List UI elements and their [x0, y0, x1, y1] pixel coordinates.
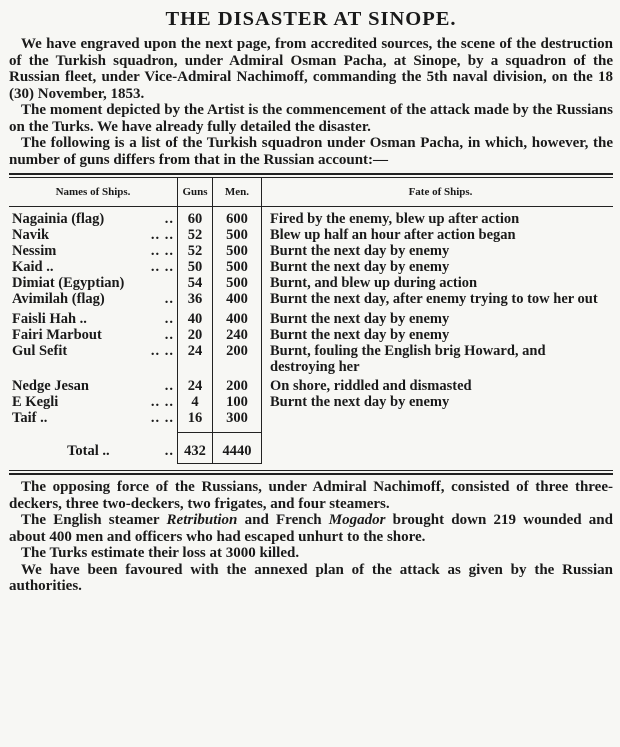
ship-fate: Burnt the next day, after enemy trying to tow her out	[270, 291, 598, 307]
ship-guns: 20	[178, 327, 213, 343]
ship-guns: 50	[178, 259, 213, 275]
ship-name: E Kegli	[12, 394, 59, 410]
ship-men: 500	[213, 275, 262, 291]
steamers-text-c: brought down 219 wounded and about 400 men and officers who had escaped unhurt to the shore.	[9, 512, 613, 545]
leader-dots: ..	[164, 442, 174, 459]
ship-men: 600	[213, 207, 262, 228]
header-guns: Guns	[178, 178, 213, 207]
ship-men: 500	[213, 259, 262, 275]
ship-men: 100	[213, 394, 262, 410]
table-bottom-rule	[9, 470, 613, 471]
ship-fate: Burnt, and blew up during action	[270, 275, 478, 291]
leader-dots: .. ..	[150, 343, 174, 359]
ship-name: Fairi Marbout	[12, 327, 102, 343]
ship-guns: 24	[178, 343, 213, 378]
total-men: 4440	[213, 433, 262, 464]
ship-name: Avimilah (flag)	[12, 291, 105, 307]
plan-paragraph: We have been favoured with the annexed plan of the attack as given by the Russian authorities.	[9, 561, 613, 594]
total-row	[9, 433, 613, 464]
table-row	[9, 259, 613, 275]
ship-fate	[262, 410, 614, 433]
table-bottom-rule-thick	[9, 473, 613, 475]
table-row	[9, 311, 613, 327]
article-title: THE DISASTER AT SINOPE.	[165, 8, 457, 30]
ships-table	[9, 178, 613, 464]
leader-dots: ..	[164, 378, 174, 394]
ship-fate: Burnt the next day by enemy	[270, 311, 450, 327]
steamers-paragraph	[9, 512, 613, 545]
list-intro-paragraph: The following is a list of the Turkish squadron under Osman Pacha, in which, however, the number of guns differs from that in the Russian account:—	[9, 135, 613, 168]
table-row	[9, 410, 613, 433]
ship-men: 240	[213, 327, 262, 343]
ship-retribution: Retribution	[166, 512, 238, 528]
ship-men: 300	[213, 410, 262, 433]
ship-fate: Blew up half an hour after action began	[270, 227, 516, 243]
ship-fate: Burnt the next day by enemy	[270, 394, 450, 410]
opposing-force-paragraph: The opposing force of the Russians, under Admiral Nachimoff, consisted of three three-deckers, three two-deckers, two frigates, and four steamers.	[9, 479, 613, 512]
leader-dots: .. ..	[150, 243, 174, 259]
ship-guns: 40	[178, 311, 213, 327]
ship-name: Nedge Jesan	[12, 378, 89, 394]
ship-name: Kaid ..	[12, 259, 54, 275]
ship-fate: Burnt, fouling the English brig Howard, and destroying her	[270, 343, 546, 375]
ship-men: 500	[213, 243, 262, 259]
table-row	[9, 327, 613, 343]
leader-dots: ..	[164, 327, 174, 343]
steamers-text-b: and French	[237, 512, 329, 528]
leader-dots: ..	[164, 291, 174, 307]
ship-men: 200	[213, 343, 262, 378]
header-fate: Fate of Ships.	[262, 178, 614, 207]
header-men: Men.	[213, 178, 262, 207]
leader-dots: .. ..	[150, 410, 174, 426]
ship-fate: Fired by the enemy, blew up after action	[270, 211, 520, 227]
ship-fate: Burnt the next day by enemy	[270, 327, 450, 343]
ship-name: Navik	[12, 227, 50, 243]
intro-paragraph: We have engraved upon the next page, from accredited sources, the scene of the destruction of the Turkish squadron, under Admiral Osman Pacha, at Sinope, by a squadron of the Russian fleet, under Vice-Admiral Nachimoff, commanding the 5th naval division, on the 18 (30) November, 1853.	[9, 36, 613, 102]
total-guns: 432	[178, 433, 213, 464]
ship-name: Dimiat (Egyptian)	[12, 275, 125, 291]
ship-men: 500	[213, 227, 262, 243]
ship-guns: 52	[178, 227, 213, 243]
ship-guns: 52	[178, 243, 213, 259]
table-row	[9, 291, 613, 311]
table-row	[9, 275, 613, 291]
steamers-text-a: The English steamer	[21, 512, 167, 528]
table-top-rule	[9, 173, 613, 175]
ship-men: 400	[213, 291, 262, 311]
ship-guns: 24	[178, 378, 213, 394]
table-row	[9, 243, 613, 259]
leader-dots: .. ..	[150, 259, 174, 275]
table-row	[9, 343, 613, 378]
total-label: Total ..	[67, 442, 110, 459]
table-row	[9, 207, 613, 228]
header-names: Names of Ships.	[9, 178, 178, 207]
moment-paragraph: The moment depicted by the Artist is the commencement of the attack made by the Russians on the Turks. We have already fully detailed the disaster.	[9, 102, 613, 135]
table-row	[9, 227, 613, 243]
ship-guns: 54	[178, 275, 213, 291]
table-header-row	[9, 178, 613, 207]
ship-name: Nessim	[12, 243, 57, 259]
ship-guns: 60	[178, 207, 213, 228]
ship-men: 200	[213, 378, 262, 394]
table-row	[9, 394, 613, 410]
ship-fate: Burnt the next day by enemy	[270, 243, 450, 259]
leader-dots: .. ..	[150, 394, 174, 410]
ship-guns: 16	[178, 410, 213, 433]
ship-guns: 36	[178, 291, 213, 311]
ship-name: Nagainia (flag)	[12, 211, 105, 227]
leader-dots: .. ..	[150, 227, 174, 243]
losses-paragraph: The Turks estimate their loss at 3000 killed.	[21, 545, 300, 561]
leader-dots: ..	[164, 211, 174, 227]
ship-name: Faisli Hah ..	[12, 311, 87, 327]
leader-dots: ..	[164, 311, 174, 327]
ship-name: Gul Sefit	[12, 343, 68, 359]
ship-guns: 4	[178, 394, 213, 410]
ship-fate: On shore, riddled and dismasted	[270, 378, 472, 394]
table-row	[9, 378, 613, 394]
ship-name: Taif ..	[12, 410, 48, 426]
ship-men: 400	[213, 311, 262, 327]
ship-mogador: Mogador	[328, 512, 386, 528]
ship-fate: Burnt the next day by enemy	[270, 259, 450, 275]
